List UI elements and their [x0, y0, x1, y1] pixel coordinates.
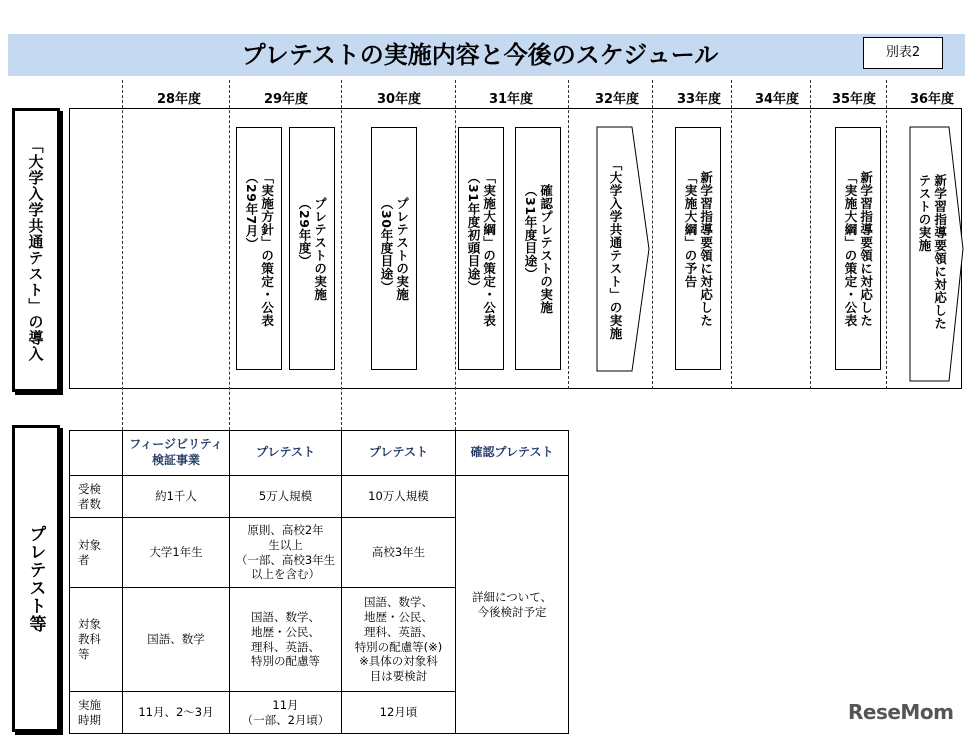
table-cell: 大学1年生 — [123, 518, 230, 588]
row-label: 対象 者 — [70, 518, 123, 588]
header-feasibility: フィージビリティ 検証事業 — [123, 431, 230, 476]
card-outline-35: 新学習指導要領に対応した 「実施大綱」の策定・公表 — [835, 127, 881, 370]
card-confirm-pretest: 確認プレテストの実施 （31年度目途） — [515, 127, 561, 370]
card-outline-notice: 新学習指導要領に対応した 「実施大綱」の予告 — [675, 127, 721, 370]
header-pretest-30: プレテスト — [342, 431, 456, 476]
year-33: 33年度 — [676, 92, 722, 107]
divider — [886, 80, 887, 389]
header-pretest-29: プレテスト — [230, 431, 342, 476]
card-pretest-30: プレテストの実施 （30年度目途） — [371, 127, 417, 370]
divider — [568, 80, 569, 389]
table-corner — [70, 431, 123, 476]
divider — [341, 80, 342, 430]
watermark-logo: ReseMom — [848, 700, 954, 724]
year-34: 34年度 — [754, 92, 800, 107]
page-title: プレテストの実施内容と今後のスケジュール — [241, 41, 719, 69]
table-cell: 国語、数学、 地歴・公民、 理科、英語、 特別の配慮等(※) ※具体の対象科 目は要検討 — [342, 588, 456, 692]
table-cell: 12月頃 — [342, 692, 456, 734]
header-confirm-pretest: 確認プレテスト — [456, 431, 569, 476]
year-28: 28年度 — [156, 92, 202, 107]
divider — [122, 80, 123, 430]
table-cell: 5万人規模 — [230, 476, 342, 518]
divider — [731, 80, 732, 389]
card-policy: 「実施方針」の策定・公表 （29年7月） — [236, 127, 282, 370]
pretest-table — [69, 430, 569, 734]
badge: 別表2 — [863, 37, 943, 69]
row-label: 受検 者数 — [70, 476, 123, 518]
year-31: 31年度 — [488, 92, 534, 107]
divider — [455, 80, 456, 430]
table-cell: 原則、高校2年 生以上 （一部、高校3年生 以上を含む） — [230, 518, 342, 588]
row-label: 対象 教科 等 — [70, 588, 123, 692]
divider — [810, 80, 811, 389]
table-cell: 高校3年生 — [342, 518, 456, 588]
year-35: 35年度 — [831, 92, 877, 107]
year-32: 32年度 — [594, 92, 640, 107]
year-36: 36年度 — [909, 92, 955, 107]
table-cell: 11月、2～3月 — [123, 692, 230, 734]
section-intro-label: 「大学入学共通テスト」の導入 — [12, 108, 60, 392]
section-pretest-label: プレテスト等 — [12, 425, 60, 732]
merged-cell: 詳細について、 今後検討予定 — [456, 476, 569, 734]
table-cell: 国語、数学、 地歴・公民、 理科、英語、 特別の配慮等 — [230, 588, 342, 692]
divider — [652, 80, 653, 389]
table-cell: 約1千人 — [123, 476, 230, 518]
table-cell: 11月 （一部、2月頃） — [230, 692, 342, 734]
year-29: 29年度 — [263, 92, 309, 107]
card-implement-32: 「大学入学共通テスト」の実施 — [608, 157, 623, 340]
card-test-36: 新学習指導要領に対応した テストの実施 — [917, 174, 948, 330]
divider — [229, 80, 230, 430]
card-pretest-29: プレテストの実施 （29年度） — [289, 127, 335, 370]
table-cell: 国語、数学 — [123, 588, 230, 692]
row-label: 実施 時期 — [70, 692, 123, 734]
year-30: 30年度 — [376, 92, 422, 107]
table-cell: 10万人規模 — [342, 476, 456, 518]
card-outline-31: 「実施大綱」の策定・公表 （31年度初頭目途） — [458, 127, 504, 370]
